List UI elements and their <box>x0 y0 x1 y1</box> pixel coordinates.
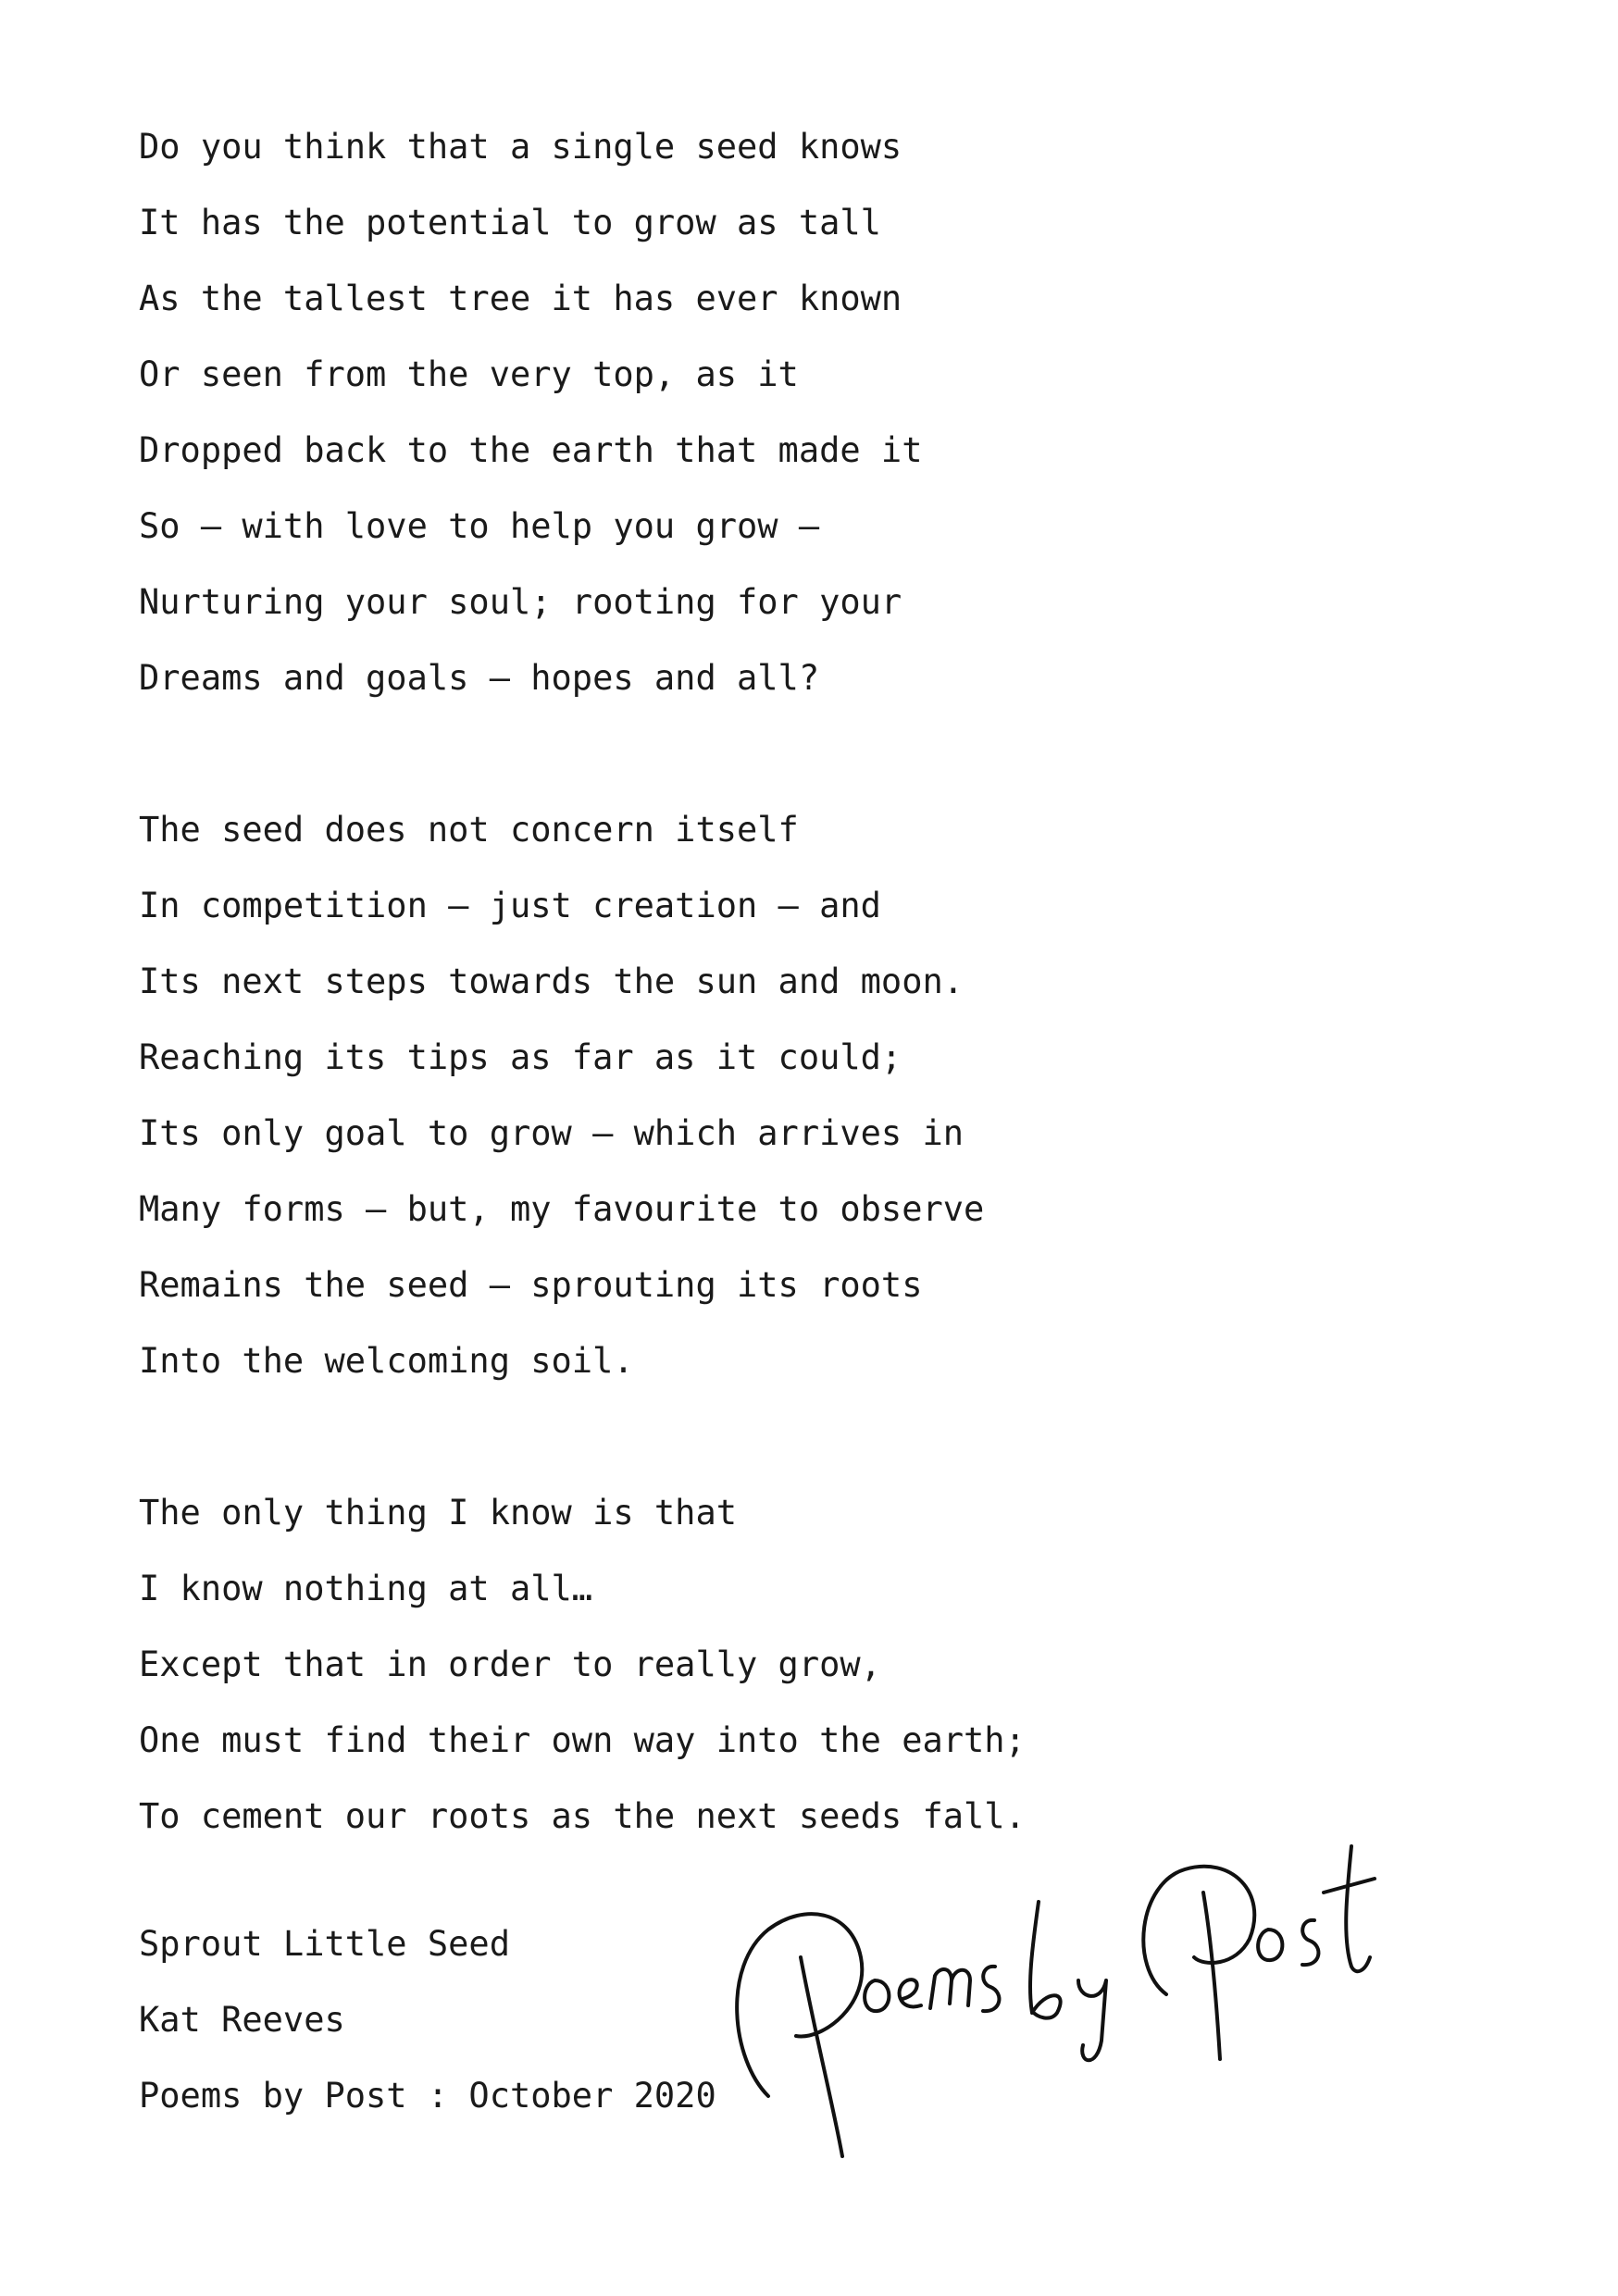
signature-letter-p-stem <box>801 1957 842 2156</box>
signature-letter-y <box>1078 1980 1106 2060</box>
signature-letter-s2 <box>1302 1920 1318 1965</box>
poem-line: It has the potential to grow as tall <box>139 203 881 242</box>
poem-line: I know nothing at all… <box>139 1569 593 1608</box>
signature-letter-o2 <box>1258 1930 1282 1960</box>
poems-by-post-signature-logo <box>713 1828 1379 2161</box>
poem-line: Many forms – but, my favourite to observe <box>139 1189 985 1229</box>
stanza-1 <box>139 109 1157 716</box>
poem-line: Dropped back to the earth that made it <box>139 430 923 470</box>
signature-letter-m <box>930 1969 970 2008</box>
publication-date: Poems by Post : October 2020 <box>139 2076 716 2116</box>
signature-letter-t <box>1324 1846 1375 1971</box>
poem-line: The only thing I know is that <box>139 1493 738 1533</box>
poem-body <box>139 109 1157 1930</box>
poem-line: The seed does not concern itself <box>139 810 799 850</box>
poem-line: Into the welcoming soil. <box>139 1341 634 1381</box>
poem-line: To cement our roots as the next seeds fall. <box>139 1796 1026 1836</box>
poem-line: In competition – just creation – and <box>139 886 881 925</box>
poem-line: Its next steps towards the sun and moon. <box>139 962 965 1001</box>
signature-letter-e <box>900 1980 921 2006</box>
poem-line: One must find their own way into the earth; <box>139 1720 1026 1760</box>
poem-line: Dreams and goals – hopes and all? <box>139 658 820 698</box>
signature-strokes <box>737 1846 1375 2156</box>
poem-line: Or seen from the very top, as it <box>139 354 799 394</box>
poem-line: Its only goal to grow – which arrives in <box>139 1113 965 1153</box>
poem-line: Except that in order to really grow, <box>139 1644 881 1684</box>
signature-letter-p2-stem <box>1203 1893 1220 2059</box>
signature-letter-o <box>865 1980 889 2011</box>
stanza-3 <box>139 1475 1157 1855</box>
poem-line: As the tallest tree it has ever known <box>139 279 902 318</box>
poem-title: Sprout Little Seed <box>139 1924 510 1964</box>
poem-author: Kat Reeves <box>139 2000 345 2040</box>
stanza-2 <box>139 792 1157 1399</box>
poem-line: Remains the seed – sprouting its roots <box>139 1265 923 1305</box>
poem-credits <box>139 1906 787 2134</box>
poem-line: Do you think that a single seed knows <box>139 127 902 167</box>
poem-line: So – with love to help you grow – <box>139 506 820 546</box>
signature-letter-s <box>983 1967 999 2011</box>
signature-letter-p-loop <box>737 1914 862 2096</box>
signature-svg <box>713 1828 1379 2161</box>
signature-letter-p2-loop <box>1143 1867 1254 1994</box>
poem-line: Nurturing your soul; rooting for your <box>139 582 902 622</box>
poem-line: Reaching its tips as far as it could; <box>139 1037 902 1077</box>
signature-letter-b <box>1030 1902 1061 2018</box>
